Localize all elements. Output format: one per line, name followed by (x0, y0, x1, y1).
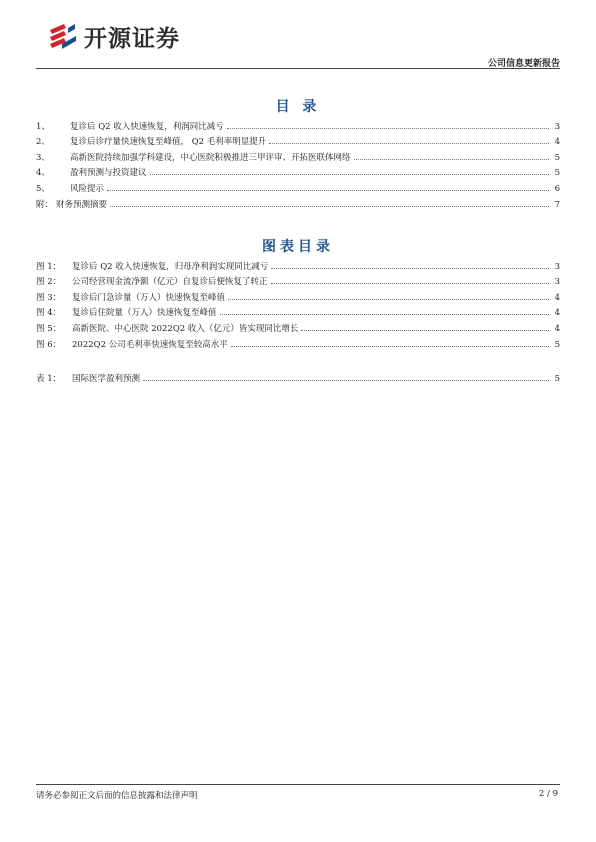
figure-item-number: 图 6： (36, 339, 62, 350)
page-number: 2 / 9 (538, 789, 558, 799)
toc-leader-dots (143, 380, 549, 381)
figure-item[interactable] (36, 256, 560, 272)
toc-item-page: 5 (554, 168, 560, 179)
toc-item-page: 5 (554, 152, 560, 163)
toc-item-page: 4 (554, 137, 560, 148)
figure-item-text: 高新医院、中心医院 2022Q2 收入（亿元）皆实现同比增长 (72, 323, 299, 334)
toc-leader-dots (220, 314, 549, 315)
toc-leader-dots (227, 128, 549, 129)
figure-item[interactable] (36, 272, 560, 288)
toc-leader-dots (269, 143, 549, 144)
toc-item[interactable] (36, 132, 560, 148)
figure-item-number: 图 3： (36, 292, 62, 303)
toc-item[interactable] (36, 194, 560, 210)
figure-item[interactable] (36, 334, 560, 350)
toc-item-text: 复诊后 Q2 收入快速恢复，利润同比减亏 (70, 121, 224, 132)
figures-list (36, 256, 560, 350)
toc-item-text: 财务预测摘要 (56, 199, 108, 210)
toc-item-page: 3 (554, 121, 560, 132)
toc-item-text: 复诊后诊疗量快速恢复至峰值， Q2 毛利率明显提升 (70, 137, 267, 148)
toc-item-text: 高新医院持续加强学科建设，中心医院积极推进三甲评审、开拓医联体网络 (70, 152, 351, 163)
toc-leader-dots (301, 330, 549, 331)
toc-title: 目 录 (275, 99, 321, 115)
figure-item-text: 复诊后 Q2 收入快速恢复，归母净利润实现同比减亏 (72, 261, 269, 272)
toc-item-number: 附： (36, 199, 54, 210)
toc-item-number: 4、 (36, 168, 50, 179)
figure-item-number: 图 1： (36, 261, 62, 272)
figure-item-number: 图 5： (36, 323, 62, 334)
figures-title: 图表目录 (262, 239, 334, 255)
toc-leader-dots (354, 159, 549, 160)
brand-logo (48, 20, 180, 53)
toc-leader-dots (271, 268, 549, 269)
toc-item-number: 2、 (36, 137, 50, 148)
header-divider (36, 68, 560, 69)
figure-item-page: 4 (554, 308, 560, 319)
figure-item-text: 复诊后住院量（万人）快速恢复至峰值 (72, 308, 217, 319)
figure-item-page: 3 (554, 277, 560, 288)
figure-item-text: 复诊后门急诊量（万人）快速恢复至峰值 (72, 292, 226, 303)
table-item-text: 国际医学盈利预测 (72, 373, 141, 384)
kaiyuan-logo-icon (48, 22, 78, 52)
footer-disclaimer: 请务必参阅正文后面的信息披露和法律声明 (36, 791, 198, 801)
figure-item[interactable] (36, 318, 560, 334)
brand-name: 开源证券 (84, 26, 180, 52)
figure-item-number: 图 2： (36, 277, 62, 288)
toc-item-page: 7 (554, 199, 560, 210)
figure-item-page: 3 (554, 261, 560, 272)
tables-list (36, 368, 560, 384)
figure-item[interactable] (36, 287, 560, 303)
toc-item-text: 风险提示 (70, 183, 105, 194)
toc-item-number: 5、 (36, 183, 50, 194)
toc-item[interactable] (36, 116, 560, 132)
report-type: 公司信息更新报告 (487, 59, 560, 69)
toc-leader-dots (107, 190, 549, 191)
toc-item-number: 1、 (36, 121, 50, 132)
toc-item-number: 3、 (36, 152, 50, 163)
toc-leader-dots (228, 299, 549, 300)
page-header (36, 16, 560, 68)
table-item[interactable] (36, 368, 560, 384)
toc-item-text: 盈利预测与投资建议 (70, 168, 147, 179)
figure-item-text: 2022Q2 公司毛利率快速恢复至较高水平 (72, 339, 228, 350)
toc-item[interactable] (36, 147, 560, 163)
figure-item-page: 4 (554, 323, 560, 334)
table-item-number: 表 1： (36, 373, 62, 384)
figure-item-page: 4 (554, 292, 560, 303)
toc-list (36, 116, 560, 210)
toc-item[interactable] (36, 163, 560, 179)
toc-item[interactable] (36, 178, 560, 194)
toc-leader-dots (271, 283, 549, 284)
table-item-page: 5 (554, 373, 560, 384)
figure-item[interactable] (36, 303, 560, 319)
figure-item-text: 公司经营现金流净额（亿元）自复诊后便恢复了转正 (72, 277, 268, 288)
toc-item-page: 6 (554, 183, 560, 194)
toc-leader-dots (231, 346, 549, 347)
footer-divider (36, 784, 560, 785)
figure-item-number: 图 4： (36, 308, 62, 319)
figure-item-page: 5 (554, 339, 560, 350)
toc-leader-dots (110, 206, 549, 207)
toc-leader-dots (150, 174, 549, 175)
